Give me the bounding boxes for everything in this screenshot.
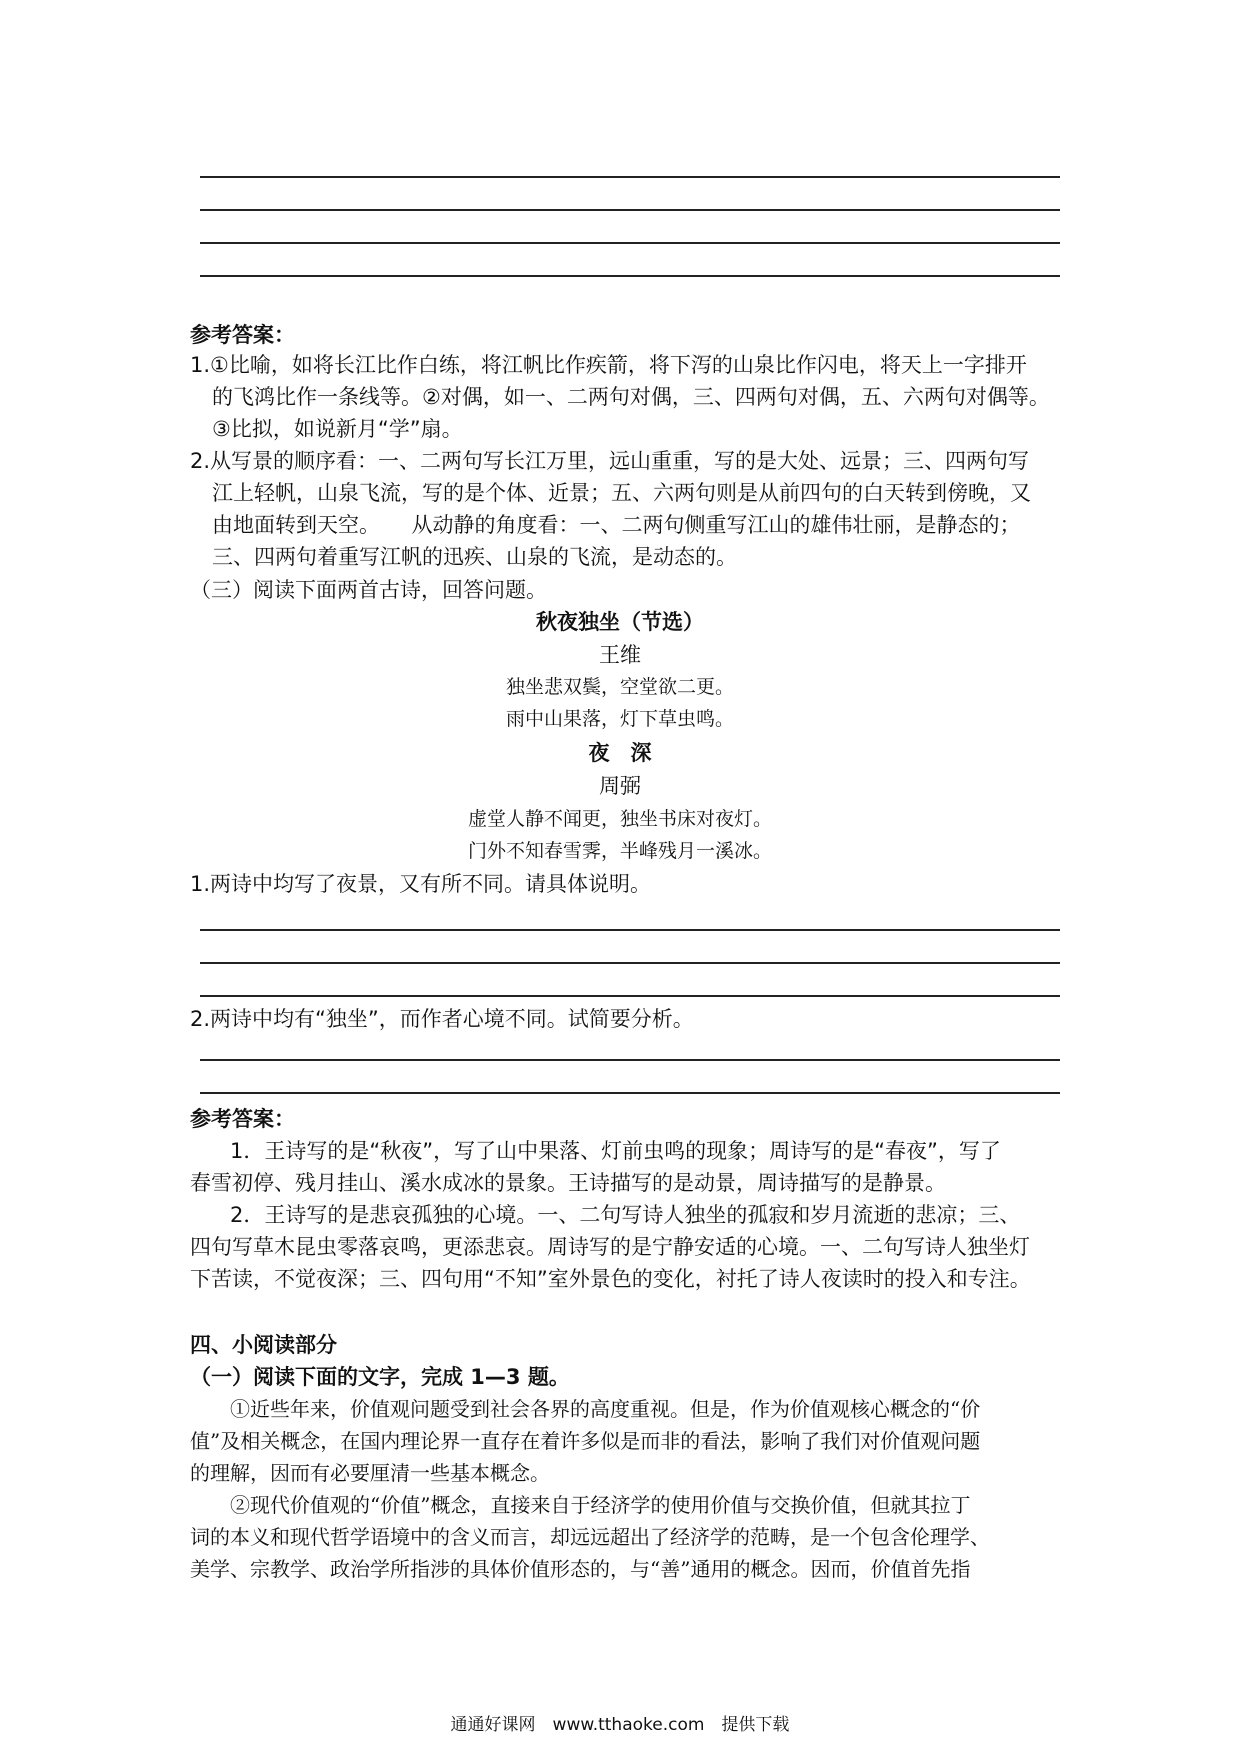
poem-line: 独坐悲双鬓，空堂欲二更。 [505, 676, 734, 698]
answer-line-text: 2．王诗写的是悲哀孤独的心境。一、二句写诗人独坐的孤寂和岁月流逝的悲凉；三、 [230, 1203, 1021, 1227]
answer-line-text: ③比拟，如说新月“学”扇。 [212, 417, 463, 441]
reading-line: ②现代价值观的“价值”概念，直接来自于经济学的使用价值与交换价值，但就其拉丁 [230, 1493, 971, 1517]
poem-author: 周弼 [599, 774, 641, 798]
answer-line[interactable] [200, 1059, 1060, 1061]
reading-line: ①近些年来，价值观问题受到社会各界的高度重视。但是，作为价值观核心概念的“价 [230, 1397, 981, 1421]
answer-line[interactable] [200, 995, 1060, 997]
question: 2.两诗中均有“独坐”，而作者心境不同。试简要分析。 [190, 1007, 694, 1031]
answer-line-text: 江上轻帆，山泉飞流，写的是个体、近景；五、六两句则是从前四句的白天转到傍晚，又 [212, 481, 1031, 505]
answer-label: 参考答案： [190, 323, 295, 347]
answer-line[interactable] [200, 275, 1060, 277]
answer-line-text: 由地面转到天空。 从动静的角度看：一、二两句侧重写江山的雄伟壮丽，是静态的； [212, 513, 1021, 537]
poem-line: 虚堂人静不闻更，独坐书床对夜灯。 [467, 808, 772, 830]
answer-line[interactable] [200, 962, 1060, 964]
answer-line[interactable] [200, 1092, 1060, 1094]
answer-line-text: 1．王诗写的是“秋夜”，写了山中果落、灯前虫鸣的现象；周诗写的是“春夜”，写了 [230, 1139, 1001, 1163]
poem-line: 门外不知春雪霁，半峰残月一溪冰。 [467, 840, 772, 862]
poem-title: 秋夜独坐（节选） [536, 610, 704, 634]
answer-line-text: 2.从写景的顺序看：一、二两句写长江万里，远山重重，写的是大处、远景；三、四两句写 [190, 449, 1030, 473]
answer-label: 参考答案： [190, 1107, 295, 1131]
answer-line-text: 1.①比喻，如将长江比作白练，将江帆比作疾箭，将下泻的山泉比作闪电，将天上一字排开 [190, 353, 1027, 377]
page-footer: 通通好课网 www.tthaoke.com 提供下载 [450, 1715, 790, 1735]
answer-line[interactable] [200, 209, 1060, 211]
section-heading: （三）阅读下面两首古诗，回答问题。 [190, 578, 547, 602]
poem-title: 夜 深 [588, 741, 652, 765]
answer-line-text: 四句写草木昆虫零落哀鸣，更添悲哀。周诗写的是宁静安适的心境。一、二句写诗人独坐灯 [190, 1235, 1030, 1259]
poem-line: 雨中山果落，灯下草虫鸣。 [505, 708, 734, 730]
reading-line: 词的本义和现代哲学语境中的含义而言，却远远超出了经济学的范畴，是一个包含伦理学、 [190, 1525, 990, 1549]
reading-line: 美学、宗教学、政治学所指涉的具体价值形态的，与“善”通用的概念。因而，价值首先指 [190, 1557, 971, 1581]
poem-author: 王维 [599, 643, 641, 667]
reading-line: 的理解，因而有必要厘清一些基本概念。 [190, 1461, 550, 1485]
answer-line-text: 下苦读，不觉夜深；三、四句用“不知”室外景色的变化，衬托了诗人夜读时的投入和专注。 [190, 1267, 1031, 1291]
answer-line-text: 的飞鸿比作一条线等。②对偶，如一、二两句对偶，三、四两句对偶，五、六两句对偶等。 [212, 385, 1050, 409]
answer-line[interactable] [200, 929, 1060, 931]
reading-line: 值”及相关概念，在国内理论界一直存在着许多似是而非的看法，影响了我们对价值观问题 [190, 1429, 981, 1453]
answer-line-text: 三、四两句着重写江帆的迅疾、山泉的飞流，是动态的。 [212, 545, 737, 569]
question: 1.两诗中均写了夜景，又有所不同。请具体说明。 [190, 872, 652, 896]
answer-line-text: 春雪初停、残月挂山、溪水成冰的景象。王诗描写的是动景，周诗描写的是静景。 [190, 1171, 946, 1195]
answer-line[interactable] [200, 242, 1060, 244]
section-subheading: （一）阅读下面的文字，完成 1—3 题。 [190, 1365, 570, 1389]
section-heading: 四、小阅读部分 [190, 1333, 337, 1357]
answer-line[interactable] [200, 176, 1060, 178]
